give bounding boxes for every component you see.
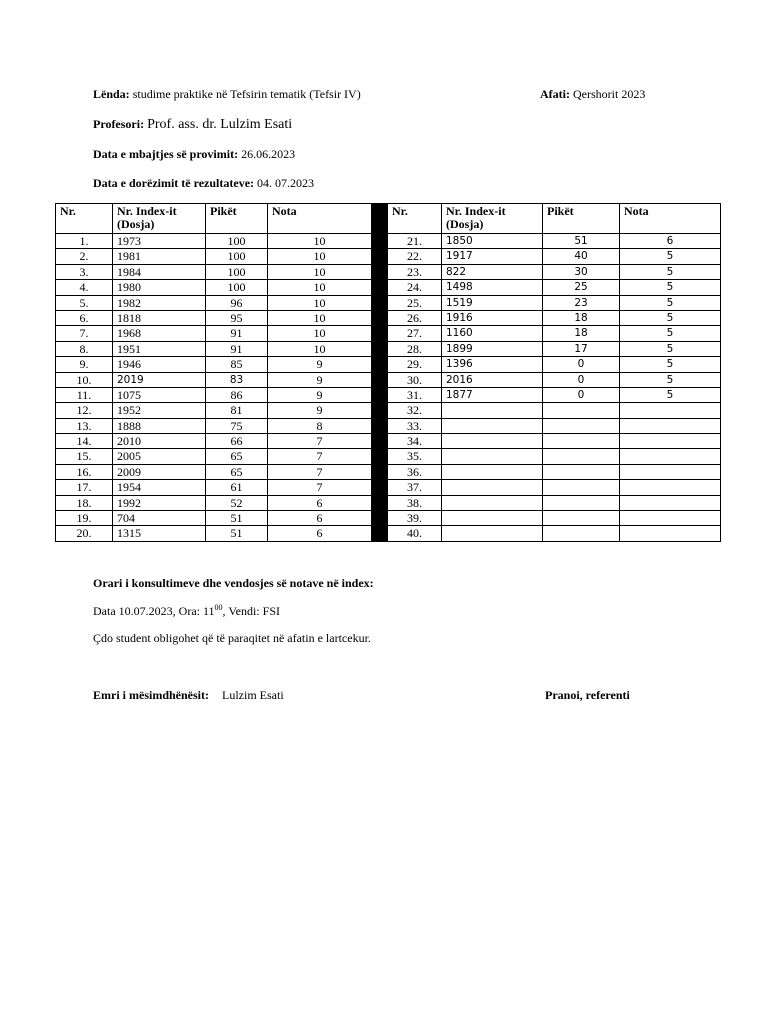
- data-provimit-line: [93, 147, 295, 162]
- data-provimit-label: Data e mbajtjes së provimit:: [93, 147, 239, 161]
- cell-nota: 6: [268, 495, 372, 510]
- cell-nr: 31.: [388, 387, 442, 402]
- data-line: [93, 603, 280, 619]
- cell-index: 1973: [113, 234, 206, 249]
- cell-index: 1951: [113, 341, 206, 356]
- header-index-right: Nr. Index-it (Dosja): [442, 204, 543, 234]
- cell-piket: 23: [543, 295, 620, 310]
- cell-nr: 9.: [56, 357, 113, 372]
- column-separator: [372, 204, 388, 234]
- cell-nr: 6.: [56, 310, 113, 325]
- cell-nr: 33.: [388, 418, 442, 433]
- column-separator: [372, 480, 388, 495]
- cell-nr: 12.: [56, 403, 113, 418]
- header-piket-right: Pikët: [543, 204, 620, 234]
- cell-index: 822: [442, 264, 543, 279]
- cell-index: 1315: [113, 526, 206, 541]
- table-row: [56, 280, 721, 295]
- cell-piket: [543, 480, 620, 495]
- cell-index: 1850: [442, 234, 543, 249]
- cell-nr: 17.: [56, 480, 113, 495]
- cell-piket: 0: [543, 357, 620, 372]
- cell-index: 1982: [113, 295, 206, 310]
- cell-nr: 14.: [56, 434, 113, 449]
- cell-piket: 52: [206, 495, 268, 510]
- data-dorezimit-value: 04. 07.2023: [257, 176, 315, 190]
- cell-piket: [543, 464, 620, 479]
- cell-nr: 13.: [56, 418, 113, 433]
- cell-index: 1981: [113, 249, 206, 264]
- cell-index: 2010: [113, 434, 206, 449]
- column-separator: [372, 526, 388, 541]
- cell-piket: 51: [543, 234, 620, 249]
- cell-nota: [620, 495, 721, 510]
- cell-nota: 6: [268, 526, 372, 541]
- orari-title: [93, 576, 374, 591]
- column-separator: [372, 234, 388, 249]
- cell-piket: 25: [543, 280, 620, 295]
- cell-nota: 5: [620, 387, 721, 402]
- cell-nota: 9: [268, 357, 372, 372]
- cell-nota: [620, 464, 721, 479]
- cell-nota: [620, 434, 721, 449]
- cell-piket: 81: [206, 403, 268, 418]
- data-line-suffix: , Vendi: FSI: [222, 604, 280, 618]
- table-row: [56, 387, 721, 402]
- cell-index: 1916: [442, 310, 543, 325]
- emri-label: Emri i mësimdhënësit:: [93, 688, 209, 702]
- header-nr: Nr.: [56, 204, 113, 234]
- cell-nr: 29.: [388, 357, 442, 372]
- table-header-row: [56, 204, 721, 234]
- cell-nr: 38.: [388, 495, 442, 510]
- column-separator: [372, 418, 388, 433]
- cell-nota: 10: [268, 341, 372, 356]
- cell-nota: 5: [620, 295, 721, 310]
- cell-piket: 100: [206, 280, 268, 295]
- table-row: [56, 495, 721, 510]
- cell-nota: 10: [268, 249, 372, 264]
- table-row: [56, 449, 721, 464]
- cell-piket: 51: [206, 526, 268, 541]
- cell-piket: 0: [543, 387, 620, 402]
- cell-piket: 0: [543, 372, 620, 387]
- cell-index: [442, 495, 543, 510]
- cell-nota: [620, 403, 721, 418]
- cell-nota: 7: [268, 464, 372, 479]
- header-nota: Nota: [268, 204, 372, 234]
- cell-nota: 5: [620, 341, 721, 356]
- emri-line: [93, 688, 284, 703]
- cell-piket: [543, 526, 620, 541]
- orari-title-text: Orari i konsultimeve dhe vendosjes së notave në index:: [93, 576, 374, 590]
- cell-index: 1498: [442, 280, 543, 295]
- cell-nota: [620, 418, 721, 433]
- cell-index: 1954: [113, 480, 206, 495]
- cell-nr: 37.: [388, 480, 442, 495]
- cell-index: 2005: [113, 449, 206, 464]
- cell-nr: 20.: [56, 526, 113, 541]
- lenda-label: Lënda:: [93, 87, 130, 101]
- data-line-sup: 00: [214, 603, 223, 612]
- column-separator: [372, 295, 388, 310]
- cell-nota: 9: [268, 403, 372, 418]
- cell-piket: 51: [206, 511, 268, 526]
- cell-nr: 39.: [388, 511, 442, 526]
- cell-index: 2019: [113, 372, 206, 387]
- cell-piket: 100: [206, 249, 268, 264]
- cell-nr: 22.: [388, 249, 442, 264]
- table-row: [56, 403, 721, 418]
- cell-nr: 35.: [388, 449, 442, 464]
- cell-piket: 65: [206, 449, 268, 464]
- cell-nr: 16.: [56, 464, 113, 479]
- data-provimit-value: 26.06.2023: [241, 147, 296, 161]
- cell-nr: 36.: [388, 464, 442, 479]
- cell-nr: 26.: [388, 310, 442, 325]
- cell-nr: 28.: [388, 341, 442, 356]
- cell-nota: 10: [268, 280, 372, 295]
- cell-nota: [620, 480, 721, 495]
- cell-nota: 5: [620, 264, 721, 279]
- cell-piket: 96: [206, 295, 268, 310]
- cell-piket: [543, 511, 620, 526]
- cell-nota: 9: [268, 372, 372, 387]
- cell-nr: 1.: [56, 234, 113, 249]
- table-row: [56, 295, 721, 310]
- cell-nota: 7: [268, 449, 372, 464]
- cell-index: [442, 434, 543, 449]
- grades-body: [56, 234, 721, 542]
- cell-nr: 2.: [56, 249, 113, 264]
- cell-nr: 23.: [388, 264, 442, 279]
- table-row: [56, 357, 721, 372]
- cell-nr: 3.: [56, 264, 113, 279]
- data-line-prefix: Data 10.07.2023, Ora: 11: [93, 604, 215, 618]
- table-row: [56, 310, 721, 325]
- cell-index: 1917: [442, 249, 543, 264]
- cell-nr: 34.: [388, 434, 442, 449]
- table-row: [56, 464, 721, 479]
- cell-piket: 91: [206, 326, 268, 341]
- cell-index: [442, 418, 543, 433]
- cell-piket: 100: [206, 264, 268, 279]
- lenda-line: [93, 87, 361, 102]
- column-separator: [372, 495, 388, 510]
- table-row: [56, 249, 721, 264]
- cell-nota: 10: [268, 326, 372, 341]
- cell-index: 1984: [113, 264, 206, 279]
- cell-nr: 7.: [56, 326, 113, 341]
- cell-nr: 4.: [56, 280, 113, 295]
- cell-nr: 25.: [388, 295, 442, 310]
- column-separator: [372, 372, 388, 387]
- table-row: [56, 526, 721, 541]
- cell-index: [442, 403, 543, 418]
- cell-index: 1160: [442, 326, 543, 341]
- table-row: [56, 372, 721, 387]
- cell-nr: 32.: [388, 403, 442, 418]
- cell-index: [442, 464, 543, 479]
- table-row: [56, 480, 721, 495]
- cell-nr: 18.: [56, 495, 113, 510]
- cell-index: [442, 526, 543, 541]
- column-separator: [372, 264, 388, 279]
- cell-piket: [543, 495, 620, 510]
- cell-nota: 10: [268, 264, 372, 279]
- column-separator: [372, 511, 388, 526]
- grades-table: [55, 203, 721, 542]
- cell-nr: 24.: [388, 280, 442, 295]
- cell-nota: 5: [620, 357, 721, 372]
- cell-piket: 65: [206, 464, 268, 479]
- data-dorezimit-label: Data e dorëzimit të rezultateve:: [93, 176, 255, 190]
- cell-index: 2009: [113, 464, 206, 479]
- cell-piket: 18: [543, 326, 620, 341]
- cell-nr: 40.: [388, 526, 442, 541]
- table-row: [56, 264, 721, 279]
- cell-piket: 86: [206, 387, 268, 402]
- cell-nr: 21.: [388, 234, 442, 249]
- cell-index: 1818: [113, 310, 206, 325]
- cell-index: 1396: [442, 357, 543, 372]
- cell-piket: 75: [206, 418, 268, 433]
- cell-nr: 10.: [56, 372, 113, 387]
- cell-nota: 8: [268, 418, 372, 433]
- cell-piket: 40: [543, 249, 620, 264]
- header-nota-right: Nota: [620, 204, 721, 234]
- column-separator: [372, 464, 388, 479]
- table-row: [56, 511, 721, 526]
- cell-nota: 10: [268, 310, 372, 325]
- cell-nota: 7: [268, 434, 372, 449]
- column-separator: [372, 449, 388, 464]
- cell-nota: 9: [268, 387, 372, 402]
- profesori-label: Profesori:: [93, 117, 145, 131]
- cell-index: 1075: [113, 387, 206, 402]
- cell-piket: 95: [206, 310, 268, 325]
- cell-piket: [543, 434, 620, 449]
- cell-nota: [620, 511, 721, 526]
- table-row: [56, 434, 721, 449]
- header-index: Nr. Index-it (Dosja): [113, 204, 206, 234]
- column-separator: [372, 403, 388, 418]
- cell-piket: 61: [206, 480, 268, 495]
- afati-label: Afati:: [540, 87, 570, 101]
- data-dorezimit-line: [93, 176, 314, 191]
- column-separator: [372, 310, 388, 325]
- cell-piket: 17: [543, 341, 620, 356]
- column-separator: [372, 387, 388, 402]
- column-separator: [372, 434, 388, 449]
- cell-nr: 27.: [388, 326, 442, 341]
- cell-nr: 30.: [388, 372, 442, 387]
- cell-piket: 83: [206, 372, 268, 387]
- table-row: [56, 326, 721, 341]
- cell-index: [442, 480, 543, 495]
- pranoi-text: Pranoi, referenti: [545, 688, 630, 702]
- cell-nota: [620, 526, 721, 541]
- cell-nota: 5: [620, 326, 721, 341]
- cell-piket: 85: [206, 357, 268, 372]
- pranoi-line: [545, 688, 630, 703]
- cell-index: 1899: [442, 341, 543, 356]
- cell-nota: 6: [620, 234, 721, 249]
- cell-nota: 6: [268, 511, 372, 526]
- cell-index: 1877: [442, 387, 543, 402]
- profesori-line: [93, 117, 292, 133]
- cell-piket: [543, 418, 620, 433]
- cell-nota: 7: [268, 480, 372, 495]
- cell-nr: 15.: [56, 449, 113, 464]
- cell-index: [442, 449, 543, 464]
- table-row: [56, 341, 721, 356]
- cell-index: 704: [113, 511, 206, 526]
- cell-index: 2016: [442, 372, 543, 387]
- cell-piket: [543, 449, 620, 464]
- cell-nota: 5: [620, 249, 721, 264]
- lenda-value: studime praktike në Tefsirin tematik (Tefsir IV): [132, 87, 361, 101]
- cell-index: 1980: [113, 280, 206, 295]
- cell-index: 1946: [113, 357, 206, 372]
- cell-nr: 19.: [56, 511, 113, 526]
- cell-nota: 10: [268, 234, 372, 249]
- cell-nota: [620, 449, 721, 464]
- column-separator: [372, 249, 388, 264]
- cell-nota: 5: [620, 372, 721, 387]
- cell-index: 1888: [113, 418, 206, 433]
- afati-value: Qershorit 2023: [573, 87, 646, 101]
- cell-index: 1992: [113, 495, 206, 510]
- column-separator: [372, 280, 388, 295]
- table-row: [56, 234, 721, 249]
- header-piket: Pikët: [206, 204, 268, 234]
- emri-value: Lulzim Esati: [222, 688, 284, 702]
- obligim-line: Çdo student obligohet që të paraqitet në afatin e lartcekur.: [93, 631, 371, 645]
- header-nr-right: Nr.: [388, 204, 442, 234]
- cell-index: 1968: [113, 326, 206, 341]
- column-separator: [372, 357, 388, 372]
- cell-nota: 5: [620, 310, 721, 325]
- cell-nr: 5.: [56, 295, 113, 310]
- cell-piket: 91: [206, 341, 268, 356]
- profesori-value: Prof. ass. dr. Lulzim Esati: [147, 117, 293, 132]
- table-row: [56, 418, 721, 433]
- cell-index: [442, 511, 543, 526]
- cell-piket: 66: [206, 434, 268, 449]
- cell-index: 1519: [442, 295, 543, 310]
- cell-nota: 5: [620, 280, 721, 295]
- cell-piket: [543, 403, 620, 418]
- cell-piket: 100: [206, 234, 268, 249]
- cell-piket: 30: [543, 264, 620, 279]
- cell-piket: 18: [543, 310, 620, 325]
- cell-index: 1952: [113, 403, 206, 418]
- cell-nr: 8.: [56, 341, 113, 356]
- column-separator: [372, 326, 388, 341]
- column-separator: [372, 341, 388, 356]
- cell-nota: 10: [268, 295, 372, 310]
- cell-nr: 11.: [56, 387, 113, 402]
- afati-line: [540, 87, 645, 102]
